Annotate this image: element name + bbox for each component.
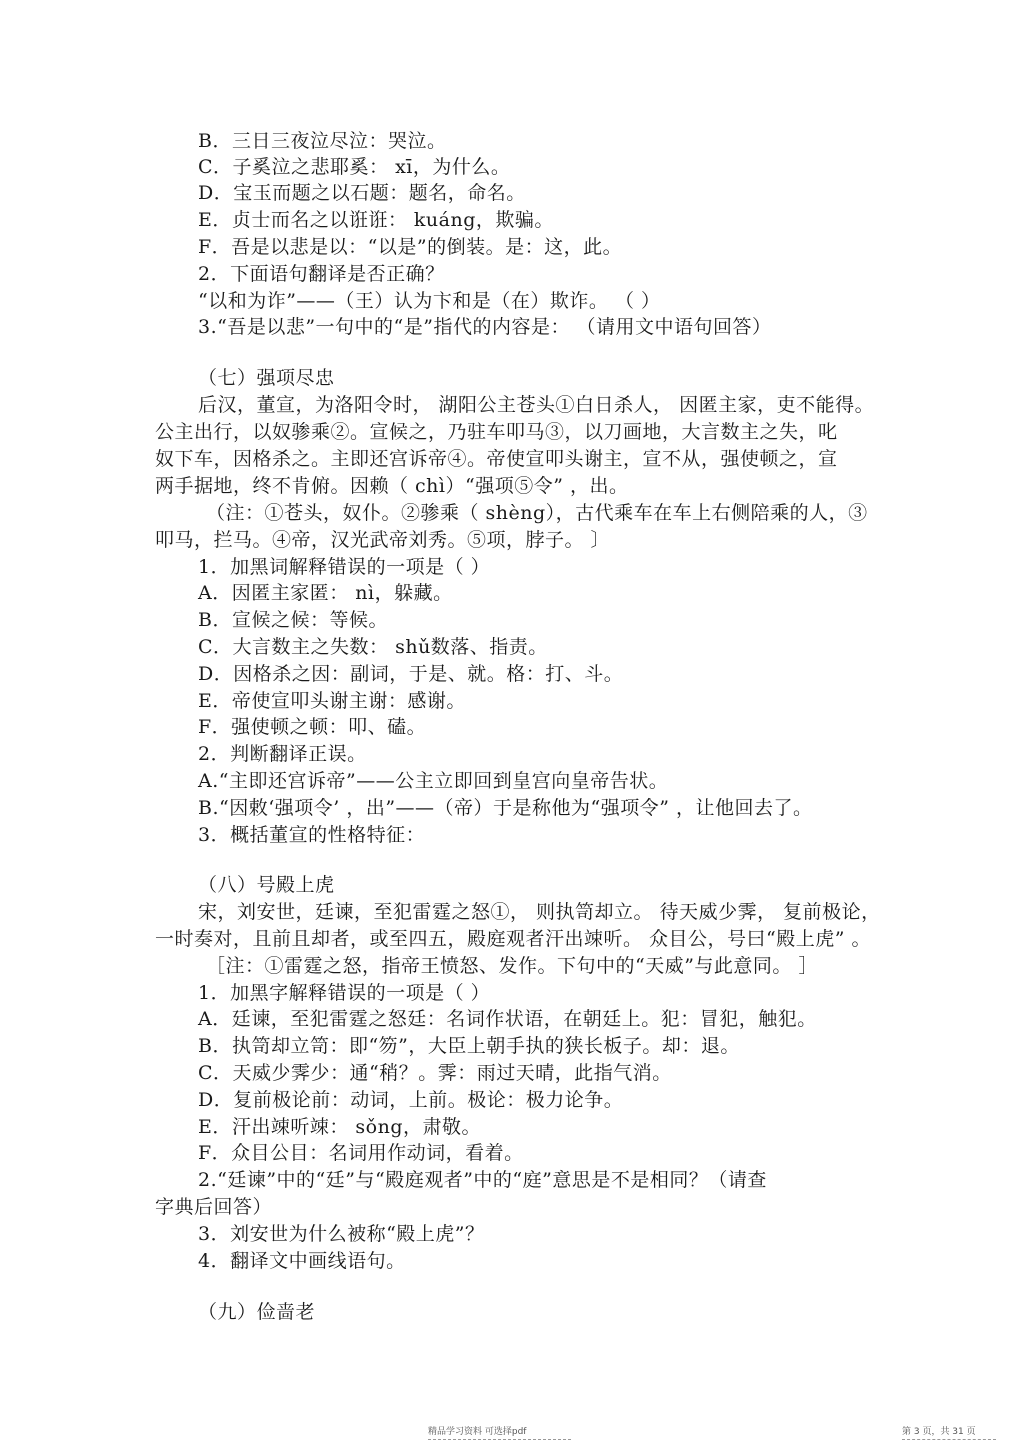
section8-passage-line: 宋，刘安世，廷谏，至犯雷霆之怒①， 则执笥却立。 待天威少霁， 复前极论， — [198, 901, 881, 923]
q6-option-e: E．贞士而名之以诳诳： kuáng，欺骗。 — [198, 209, 554, 231]
section7-option-a: A．因匿主家匿： nì，躲藏。 — [198, 582, 453, 604]
q6-option-d: D．宝玉而题之以石题：题名，命名。 — [198, 182, 526, 204]
q6-option-f: F．吾是以悲是以：“以是”的倒装。是：这，此。 — [198, 236, 623, 258]
section8-question-2-cont: 字典后回答） — [155, 1196, 273, 1218]
q6-option-c: C．子奚泣之悲耶奚： xī，为什么。 — [198, 156, 511, 178]
section7-passage-line: 奴下车，因格杀之。主即还宫诉帝④。帝使宣叩头谢主，宣不从，强使顿之，宣 — [155, 448, 838, 470]
section7-question-3: 3．概括董宣的性格特征： — [198, 824, 426, 846]
section7-passage-line: 后汉，董宣，为洛阳令时， 湖阳公主苍头①白日杀人， 因匿主家，吏不能得。 — [198, 394, 875, 416]
section7-question-2: 2．判断翻译正误。 — [198, 743, 367, 765]
q6-question-2: 2．下面语句翻译是否正确？ — [198, 263, 445, 285]
footer-right-dashes — [902, 1439, 996, 1440]
section8-title: （八）号殿上虎 — [198, 874, 335, 896]
q6-option-b: B．三日三夜泣尽泣：哭泣。 — [198, 130, 447, 152]
section7-note-line: 叩马，拦马。④帝，汉光武帝刘秀。⑤项，脖子。 〕 — [155, 529, 611, 551]
section7-option-d: D．因格杀之因：副词，于是、就。格：打、斗。 — [198, 663, 624, 685]
section7-translation-a: A.“主即还宫诉帝”——公主立即回到皇宫向皇帝告状。 — [198, 770, 669, 792]
section8-passage-line: 一时奏对，且前且却者，或至四五，殿庭观者汗出竦听。 众目公，号曰“殿上虎” 。 — [155, 928, 872, 950]
q6-question-3: 3.“吾是以悲”一句中的“是”指代的内容是： （请用文中语句回答） — [198, 316, 772, 338]
section8-question-2: 2.“廷谏”中的“廷”与“殿庭观者”中的“庭”意思是不是相同？（请查 — [198, 1169, 767, 1191]
section7-option-e: E．帝使宣叩头谢主谢：感谢。 — [198, 690, 466, 712]
section8-question: 1．加黑字解释错误的一项是（ ） — [198, 982, 491, 1004]
section7-note-line: （注：①苍头，奴仆。②骖乘（ shèng），古代乘车在车上右侧陪乘的人，③ — [206, 502, 868, 524]
section8-option-b: B．执笥却立笥：即“笏”，大臣上朝手执的狭长板子。却：退。 — [198, 1035, 740, 1057]
footer-left-note: 精品学习资料 可选择pdf — [428, 1427, 527, 1437]
footer-page-number: 第 3 页，共 31 页 — [902, 1427, 976, 1437]
section7-question: 1．加黑词解释错误的一项是（ ） — [198, 556, 491, 578]
section8-option-a: A．廷谏，至犯雷霆之怒廷：名词作状语，在朝廷上。犯：冒犯，触犯。 — [198, 1008, 817, 1030]
section8-option-d: D．复前极论前：动词，上前。极论：极力论争。 — [198, 1089, 624, 1111]
section7-passage-line: 公主出行，以奴骖乘②。宣候之，乃驻车叩马③，以刀画地，大言数主之失，叱 — [155, 421, 838, 443]
section8-option-e: E．汗出竦听竦： sǒng，肃敬。 — [198, 1116, 481, 1138]
section7-passage-line: 两手据地，终不肯俯。因赖（ chì）“强项⑤令” ，出。 — [155, 475, 629, 497]
section7-title: （七）强项尽忠 — [198, 367, 335, 389]
section7-option-f: F．强使顿之顿：叩、磕。 — [198, 716, 427, 738]
section8-option-c: C．天威少霁少：通“稍？。霁：雨过天晴，此指气消。 — [198, 1062, 672, 1084]
q6-question-2-statement: “以和为诈”——（王）认为卞和是（在）欺诈。 （ ） — [198, 290, 661, 312]
section8-option-f: F．众目公目：名词用作动词，看着。 — [198, 1142, 524, 1164]
section8-note-line: ［注：①雷霆之怒，指帝王愤怒、发作。下句中的“天威”与此意同。 ］ — [206, 955, 818, 977]
section9-title: （九）俭啬老 — [198, 1301, 316, 1323]
section7-translation-b: B.“因敕‘强项令’ ，出”——（帝）于是称他为“强项令” ，让他回去了。 — [198, 797, 813, 819]
section7-option-b: B．宣候之候：等候。 — [198, 609, 388, 631]
section7-option-c: C．大言数主之失数： shǔ数落、指责。 — [198, 636, 548, 658]
footer-left-dashes — [428, 1439, 571, 1440]
section8-question-4: 4．翻译文中画线语句。 — [198, 1250, 406, 1272]
section8-question-3: 3．刘安世为什么被称“殿上虎”？ — [198, 1223, 485, 1245]
